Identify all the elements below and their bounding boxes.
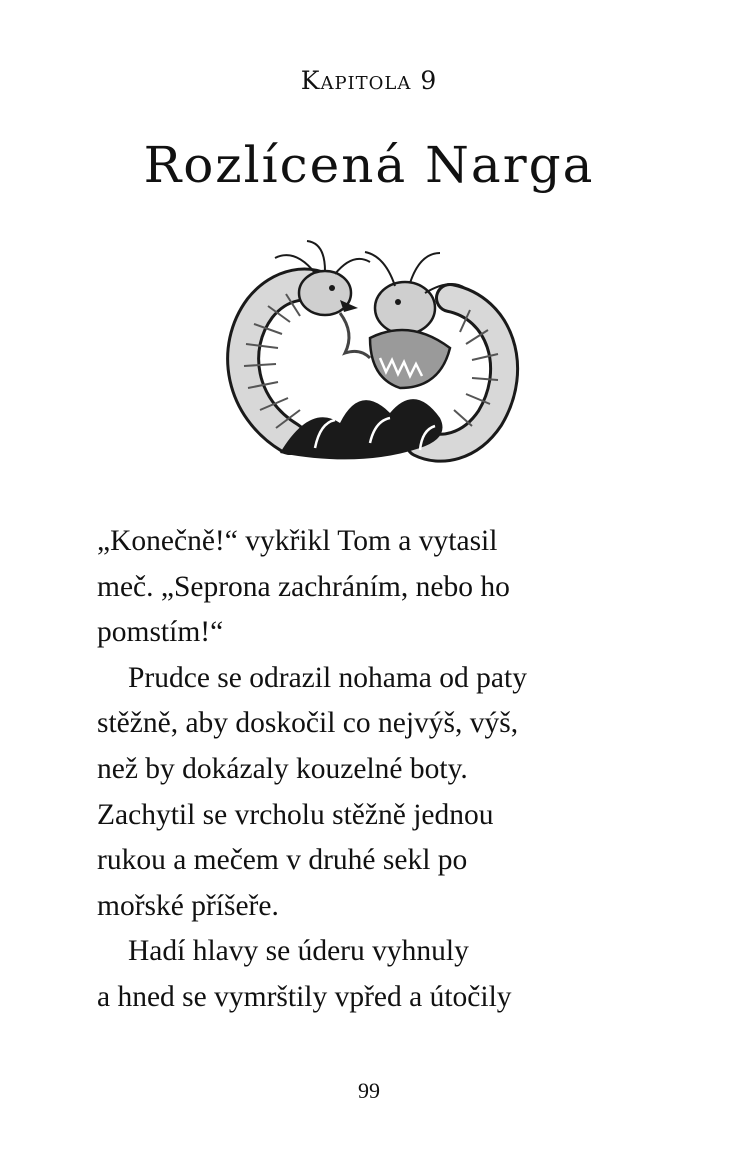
- text-line: mořské příšeře.: [97, 889, 279, 922]
- text-line: Hadí hlavy se úderu vyhnuly: [128, 935, 469, 968]
- chapter-title: Rozlícená Narga: [143, 136, 595, 194]
- text-line: „Konečně!“ vykřikl Tom a vytasil: [97, 525, 498, 557]
- text-line: než by dokázaly kouzelné boty.: [97, 752, 468, 785]
- text-line: pomstím!“: [97, 616, 224, 649]
- sea-serpent-illustration-icon: [220, 238, 520, 478]
- text-line: meč. „Seprona zachráním, nebo ho: [97, 570, 510, 603]
- text-line: rukou a mečem v druhé sekl po: [97, 844, 468, 877]
- text-line: stěžně, aby doskočil co nejvýš, výš,: [97, 707, 519, 740]
- text-line: Zachytil se vrcholu stěžně jednou: [97, 798, 494, 831]
- page-number: 99: [358, 1078, 380, 1103]
- body-text: [97, 519, 657, 1021]
- text-line: a hned se vymrštily vpřed a útočily: [97, 980, 512, 1013]
- text-line: Prudce se odrazil nohama od paty: [128, 661, 527, 694]
- chapter-label: Kapitola 9: [300, 66, 438, 95]
